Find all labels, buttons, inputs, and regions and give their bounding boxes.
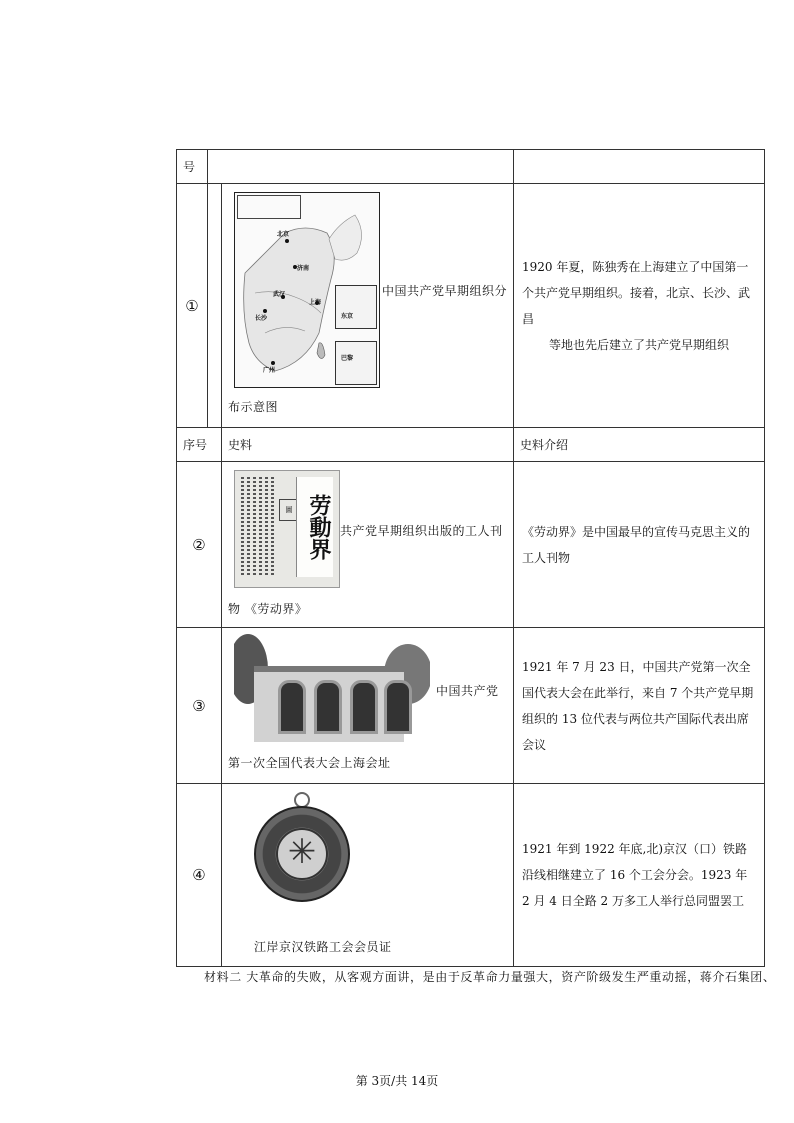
header-number: 序号: [177, 428, 222, 462]
header-intro: 史料介绍: [514, 428, 765, 462]
building-photo: [234, 634, 430, 742]
map-inset-japan: [335, 285, 377, 329]
table-row: [177, 784, 765, 967]
table-row: [177, 462, 765, 628]
newspaper-image: 圖 劳動界: [234, 470, 340, 588]
image-caption: 第一次全国代表大会上海会址: [228, 756, 391, 770]
description: 1921 年 7 月 23 日，中国共产党第一次全国代表大会在此举行，来自 7 个共产党早期组织的 13 位代表与两位共产国际代表出席会议: [514, 628, 765, 784]
map-label: 广州: [263, 367, 276, 374]
row-number: ③: [177, 628, 222, 784]
row-number: ②: [177, 462, 222, 628]
map-label: 北京: [277, 231, 290, 238]
map-image: [234, 192, 380, 388]
page-footer: 第 3页/共 14页: [355, 1074, 439, 1088]
image-caption: 江岸京汉铁路工会会员证: [254, 940, 392, 954]
table-row: [177, 150, 765, 184]
map-inset-france: [335, 341, 377, 385]
material-text: 材料二 大革命的失败，从客观方面讲，是由于反革命力量强大，资产阶级发生严重动摇，蒋介石集团、: [204, 970, 776, 984]
map-label: 长沙: [255, 315, 268, 322]
map-label: 武汉: [273, 291, 286, 298]
map-label: 巴黎: [341, 355, 354, 362]
image-caption: 布示意图: [228, 400, 279, 414]
history-table: [176, 149, 765, 967]
map-label: 东京: [341, 313, 354, 320]
table-header-row: [177, 428, 765, 462]
image-caption: 中国共产党早期组织分: [382, 284, 508, 298]
map-label: 济南: [297, 265, 310, 272]
table-row: [177, 184, 765, 428]
description: 1921 年到 1922 年底,北)京汉（口）铁路沿线相继建立了 16 个工会分会。1923 年 2 月 4 日全路 2 万多工人举行总同盟罢工: [514, 784, 765, 967]
map-label: 上海: [309, 299, 322, 306]
image-caption: 共产党早期组织出版的工人刊: [340, 524, 503, 538]
row-number: ④: [177, 784, 222, 967]
newspaper-masthead: 劳動界: [296, 477, 333, 577]
map-legend: [237, 195, 301, 219]
table-row: [177, 628, 765, 784]
badge-image: [254, 792, 350, 906]
image-caption: 中国共产党: [436, 684, 499, 698]
row-number: ①: [177, 184, 208, 428]
top-row-label: 号: [177, 150, 208, 184]
description: 《劳动界》是中国最早的宣传马克思主义的工人刊物: [514, 462, 765, 628]
description: 1920 年夏，陈独秀在上海建立了中国第一个共产党早期组织。接着，北京、长沙、武昌 等地也先后建立了共产党早期组织: [514, 184, 765, 428]
header-material: 史料: [222, 428, 514, 462]
image-caption: 物 《劳动界》: [228, 602, 308, 616]
